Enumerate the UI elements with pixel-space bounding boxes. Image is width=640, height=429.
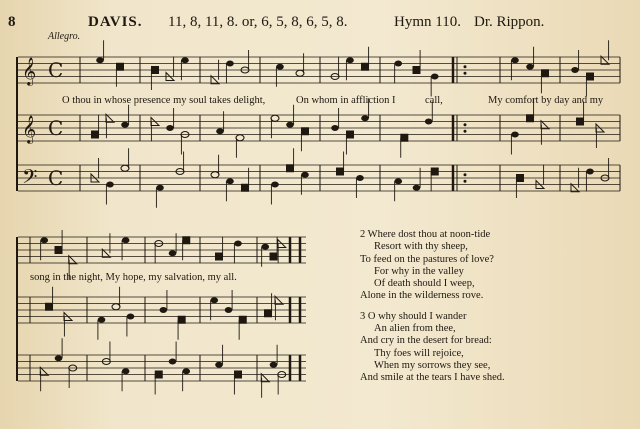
triangle-note xyxy=(541,121,549,129)
square-note xyxy=(336,168,344,176)
hymn-reference: Hymn 110. xyxy=(394,14,461,30)
square-note xyxy=(215,253,223,261)
filled-note xyxy=(127,314,135,320)
square-note xyxy=(91,131,99,139)
square-note xyxy=(516,174,524,182)
filled-note xyxy=(425,119,433,125)
filled-note xyxy=(346,57,354,63)
repeat-dot xyxy=(464,123,467,126)
poem-line: 2 Where dost thou at noon-tide xyxy=(360,229,491,240)
poem-line: To feed on the pastures of love? xyxy=(360,253,494,265)
open-note xyxy=(296,70,304,76)
clef-symbol: 𝄞 xyxy=(22,115,37,143)
filled-note xyxy=(511,132,519,138)
filled-note xyxy=(586,169,594,175)
filled-note xyxy=(261,244,269,250)
square-note xyxy=(541,69,549,77)
metre: 11, 8, 11, 8. or, 6, 5, 8, 6, 5, 8. xyxy=(168,14,348,30)
tune-name: DAVIS. xyxy=(88,14,143,30)
repeat-dot xyxy=(464,180,467,183)
filled-note xyxy=(160,307,168,313)
filled-note xyxy=(270,362,278,368)
triangle-note xyxy=(40,367,48,375)
filled-note xyxy=(356,175,364,181)
filled-note xyxy=(234,241,242,247)
triangle-note xyxy=(275,296,283,304)
open-note xyxy=(236,135,244,141)
page-number: 8 xyxy=(8,14,16,30)
square-note xyxy=(576,118,584,126)
filled-note xyxy=(571,67,579,73)
poem-line: Alone in the wilderness rove. xyxy=(360,290,484,302)
clef-symbol: 𝄢 xyxy=(22,165,38,193)
filled-note xyxy=(55,355,63,361)
poem-line: And cry in the desert for bread: xyxy=(360,335,492,347)
square-note xyxy=(239,316,247,324)
square-note xyxy=(413,66,421,74)
filled-note xyxy=(226,178,234,184)
filled-note xyxy=(286,122,294,128)
square-note xyxy=(151,66,159,74)
square-note xyxy=(526,114,534,122)
poem-line: An alien from thee, xyxy=(374,323,456,335)
filled-note xyxy=(331,125,339,131)
filled-note xyxy=(106,182,114,188)
filled-note xyxy=(182,368,190,374)
filled-note xyxy=(166,125,174,131)
lyric-line-2: song in the night, My hope, my salvation, my all. xyxy=(30,272,237,283)
triangle-note xyxy=(571,184,579,192)
filled-note xyxy=(169,250,177,256)
filled-note xyxy=(276,64,284,70)
repeat-dot xyxy=(464,173,467,176)
filled-note xyxy=(394,178,402,184)
filled-note xyxy=(96,57,104,63)
clef-symbol: 𝄞 xyxy=(22,57,37,85)
repeat-dot xyxy=(464,130,467,133)
filled-note xyxy=(226,61,234,67)
open-note xyxy=(121,165,129,171)
filled-note xyxy=(181,57,189,63)
lyric-line-1a: O thou in whose presence my soul takes delight, xyxy=(62,95,266,106)
square-note xyxy=(301,127,309,135)
filled-note xyxy=(394,61,402,67)
repeat-dot xyxy=(464,65,467,68)
square-note xyxy=(361,63,369,71)
poem-line: And smile at the tears I have shed. xyxy=(360,372,505,384)
time-signature: C xyxy=(48,116,64,140)
square-note xyxy=(178,316,186,324)
lyric-line-1d: My comfort by day and my xyxy=(488,95,604,106)
filled-note xyxy=(361,115,369,121)
time-signature: C xyxy=(48,58,64,82)
filled-note xyxy=(413,185,421,191)
filled-note xyxy=(271,182,279,188)
square-note xyxy=(234,371,242,379)
filled-note xyxy=(215,362,223,368)
filled-note xyxy=(301,172,309,178)
filled-note xyxy=(526,64,534,70)
lyric-line-1c: call, xyxy=(425,95,443,106)
square-note xyxy=(155,371,163,379)
repeat-dot xyxy=(464,72,467,75)
poem-line: Resort with thy sheep, xyxy=(374,241,468,253)
filled-note xyxy=(98,317,106,323)
square-note xyxy=(182,236,190,244)
filled-note xyxy=(121,122,129,128)
composer: Dr. Rippon. xyxy=(474,14,545,30)
poem-line: Thy foes will rejoice, xyxy=(374,347,464,359)
triangle-note xyxy=(211,76,219,84)
square-note xyxy=(241,184,249,192)
open-note xyxy=(271,115,279,121)
time-signature: C xyxy=(48,166,64,190)
triangle-note xyxy=(601,56,609,64)
square-note xyxy=(270,253,278,261)
tempo-marking: Allegro. xyxy=(48,31,81,42)
poem-line: 3 O why should I wander xyxy=(360,310,467,322)
poem-line: Of death should I weep, xyxy=(374,278,475,290)
filled-note xyxy=(225,307,233,313)
filled-note xyxy=(156,185,164,191)
triangle-note xyxy=(69,256,77,264)
filled-note xyxy=(40,237,48,243)
poem-verses xyxy=(360,229,610,385)
square-note xyxy=(264,309,272,317)
poem-line: When my sorrows they see, xyxy=(374,359,491,371)
poem-gap xyxy=(360,303,610,311)
open-note xyxy=(211,172,219,178)
lyric-line-1b: On whom in affliction I xyxy=(296,95,396,106)
square-note xyxy=(55,246,63,254)
filled-note xyxy=(216,128,224,134)
poem-line: For why in the valley xyxy=(374,265,464,277)
filled-note xyxy=(431,74,439,80)
filled-note xyxy=(210,297,218,303)
square-note xyxy=(400,134,408,142)
triangle-note xyxy=(106,114,114,122)
filled-note xyxy=(169,359,177,365)
filled-note xyxy=(122,368,130,374)
square-note xyxy=(286,164,294,172)
triangle-note xyxy=(261,374,269,382)
square-note xyxy=(45,303,53,311)
filled-note xyxy=(511,57,519,63)
filled-note xyxy=(122,237,130,243)
square-note xyxy=(116,63,124,71)
square-note xyxy=(346,131,354,139)
square-note xyxy=(431,168,439,176)
triangle-note xyxy=(102,249,110,257)
square-note xyxy=(586,73,594,81)
open-note xyxy=(112,304,120,310)
